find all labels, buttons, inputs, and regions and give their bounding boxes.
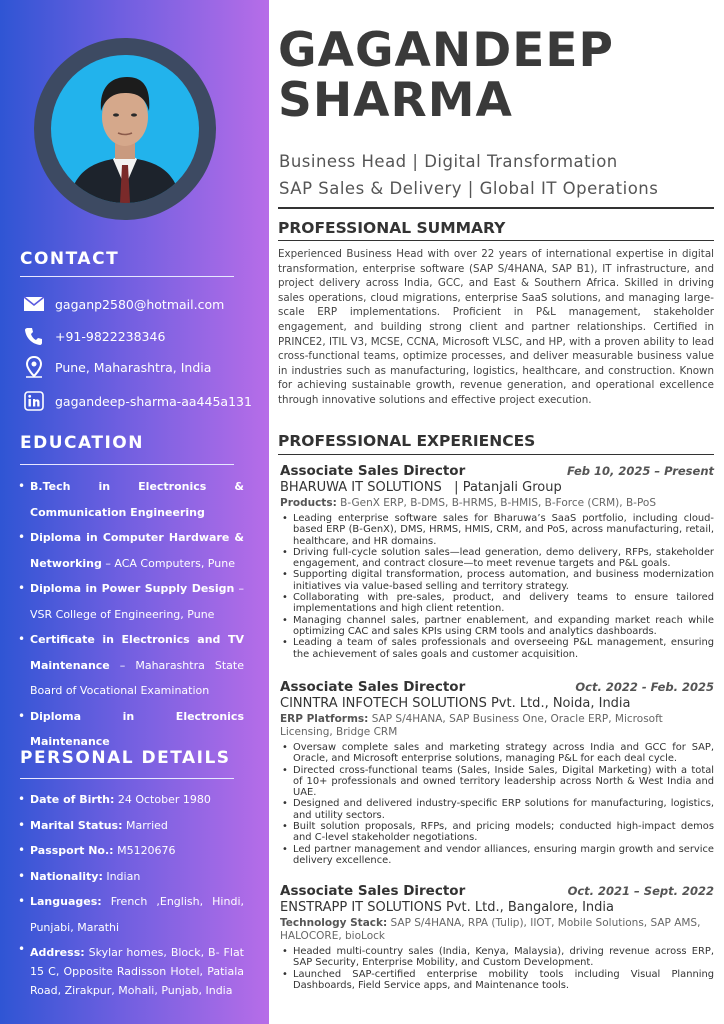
phone-text: +91-9822238346 <box>55 328 166 344</box>
personal-detail-item: • Address: Skylar homes, Block, B- Flat 15 C, Opposite Radisson Hotel, Patiala Road, Zirakpur, Mohali, Punjab, India <box>18 940 244 1000</box>
job-bullet: • Supporting digital transformation, process automation, and business modernization initiatives via value-based selling and territory strategy. <box>280 569 714 592</box>
job-bullet: • Headed multi-country sales (India, Kenya, Malaysia), driving revenue across ERP, SAP Security, Enterprise Mobility, and Custom Development. <box>280 946 714 969</box>
personal-detail-item: • Passport No.: M5120676 <box>18 838 244 864</box>
experience-divider <box>278 454 714 455</box>
job-entry <box>280 883 714 991</box>
job-company: CINNTRA INFOTECH SOLUTIONS Pvt. Ltd., Noida, India <box>280 696 631 711</box>
linkedin-text: gagandeep-sharma-aa445a131 <box>55 393 252 409</box>
job-title: Associate Sales Director <box>280 883 466 899</box>
sidebar <box>0 0 269 1024</box>
name-first: GAGANDEEP <box>278 23 614 78</box>
job-bullet: • Led partner management and vendor alliances, ensuring margin growth and service delivery excellence. <box>280 844 714 867</box>
contact-heading: CONTACT <box>20 249 120 269</box>
job-date: Oct. 2021 – Sept. 2022 <box>567 884 714 898</box>
contact-linkedin[interactable] <box>22 391 252 411</box>
personal-details-list <box>18 787 244 1000</box>
job-entry <box>280 679 714 866</box>
linkedin-icon <box>22 391 46 411</box>
name-last: SHARMA <box>278 73 513 128</box>
job-company: BHARUWA IT SOLUTIONS | Patanjali Group <box>280 480 562 495</box>
job-title: Associate Sales Director <box>280 679 466 695</box>
personal-detail-item: • Nationality: Indian <box>18 864 244 890</box>
personal-detail-item: • Date of Birth: 24 October 1980 <box>18 787 244 813</box>
job-bullet: • Leading a team of sales professionals and overseeing P&L management, ensuring the achievement of sales goals and customer acquisition. <box>280 637 714 660</box>
job-date: Feb 10, 2025 – Present <box>566 464 714 478</box>
job-bullet: • Managing channel sales, partner enablement, and expanding market reach while optimizing CAC and sales KPIs using CRM tools and analytics dashboards. <box>280 615 714 638</box>
job-products: Products: B-GenX ERP, B-DMS, B-HRMS, B-HMIS, B-Force (CRM), B-PoS <box>280 497 656 509</box>
job-entry <box>280 463 714 660</box>
education-item: • Diploma in Power Supply Design – VSR College of Engineering, Pune <box>18 576 244 627</box>
education-item: • B.Tech in Electronics & Communication Engineering <box>18 474 244 525</box>
contact-email[interactable] <box>22 294 224 314</box>
education-divider <box>20 464 234 465</box>
headline <box>279 148 658 202</box>
job-bullet: • Oversaw complete sales and marketing strategy across India and GCC for SAP, Oracle, and Microsoft enterprise solutions, managing P&L for each deal cycle. <box>280 742 714 765</box>
email-text: gaganp2580@hotmail.com <box>55 296 225 312</box>
full-name <box>278 23 614 128</box>
headline-line: SAP Sales & Delivery | Global IT Operations <box>279 179 659 198</box>
job-title: Associate Sales Director <box>280 463 466 479</box>
personal-detail-item: • Languages: French ,English, Hindi, Punjabi, Marathi <box>18 889 244 940</box>
job-bullets <box>280 513 714 660</box>
profile-photo <box>51 55 199 203</box>
job-bullets <box>280 946 714 991</box>
education-item: • Diploma in Electronics Maintenance <box>18 704 244 755</box>
job-company: ENSTRAPP IT SOLUTIONS Pvt. Ltd., Bangalore, India <box>280 900 614 915</box>
personal-details-heading: PERSONAL DETAILS <box>20 748 231 768</box>
job-products: Technology Stack: SAP S/4HANA, RPA (Tulip), IIOT, Mobile Solutions, SAP AMS, HALOCORE, bioLock <box>280 917 701 942</box>
education-item: • Diploma in Computer Hardware & Networking – ACA Computers, Pune <box>18 525 244 576</box>
job-bullet: • Driving full-cycle solution sales—lead generation, demo delivery, RFPs, stakeholder engagement, and contract closure—to meet revenue targets and P&L goals. <box>280 547 714 570</box>
personal-detail-item: • Marital Status: Married <box>18 813 244 839</box>
job-bullet: • Built solution proposals, RFPs, and pricing models; conducted high-impact demos and C-level stakeholder negotiations. <box>280 821 714 844</box>
summary-heading: PROFESSIONAL SUMMARY <box>278 219 506 237</box>
phone-icon <box>22 326 46 346</box>
contact-divider <box>20 276 234 277</box>
education-item: • Certificate in Electronics and TV Maintenance – Maharashtra State Board of Vocational Examination <box>18 627 244 704</box>
headline-line: Business Head | Digital Transformation <box>279 152 618 171</box>
contact-phone[interactable] <box>22 326 165 346</box>
location-pin-icon <box>22 357 46 377</box>
job-date: Oct. 2022 - Feb. 2025 <box>575 680 714 694</box>
summary-divider <box>278 240 714 241</box>
job-bullet: • Designed and delivered industry-specific ERP solutions for manufacturing, logistics, and utility sectors. <box>280 798 714 821</box>
job-bullet: • Launched SAP-certified enterprise mobility tools including Visual Planning Dashboards, Field Service apps, and Maintenance tools. <box>280 969 714 992</box>
experience-heading: PROFESSIONAL EXPERIENCES <box>278 432 536 450</box>
mail-icon <box>22 294 46 314</box>
location-text: Pune, Maharashtra, India <box>55 359 212 375</box>
education-heading: EDUCATION <box>20 433 144 453</box>
summary-text: Experienced Business Head with over 22 years of international expertise in digital transformation, enterprise software (SAP S/4HANA, SAP B1), IT infrastructure, and project delivery across India, GCC, and East & Southern Africa. Skilled in driving sales operations, cloud migrations, enterprise SaaS solutions, and managing large-scale ERP implementations. Proficient in P&L management, stakeholder engagement, and building strong client and partner relationships. Certified in PRINCE2, ITIL V3, MCSE, CCNA, Microsoft VLSC, and HP, with a proven ability to lead cross-functional teams, optimize processes, and deliver measurable business value in industries such as manufacturing, logistics, healthcare, and construction. Known for achieving sustainable growth, revenue generation, and operational excellence through innovative solutions and effective project execution. <box>278 248 714 406</box>
job-bullet: • Collaborating with pre-sales, product, and delivery teams to ensure tailored implementations and high client retention. <box>280 592 714 615</box>
job-bullet: • Leading enterprise software sales for Bharuwa’s SaaS portfolio, including cloud-based ERP (B-GenX), DMS, HRMS, HMIS, CRM, and PoS, across manufacturing, retail, healthcare, and HR domains. <box>280 513 714 547</box>
job-bullets <box>280 742 714 866</box>
header-divider <box>278 207 714 209</box>
education-list <box>18 474 244 755</box>
contact-location <box>22 357 211 377</box>
job-bullet: • Directed cross-functional teams (Sales, Inside Sales, Digital Marketing) with a total of 10+ professionals and owned territory leadership across North & West India and UAE. <box>280 765 714 799</box>
job-products: ERP Platforms: SAP S/4HANA, SAP Business One, Oracle ERP, Microsoft Licensing, Bridge CRM <box>280 713 663 738</box>
personal-details-divider <box>20 778 234 779</box>
